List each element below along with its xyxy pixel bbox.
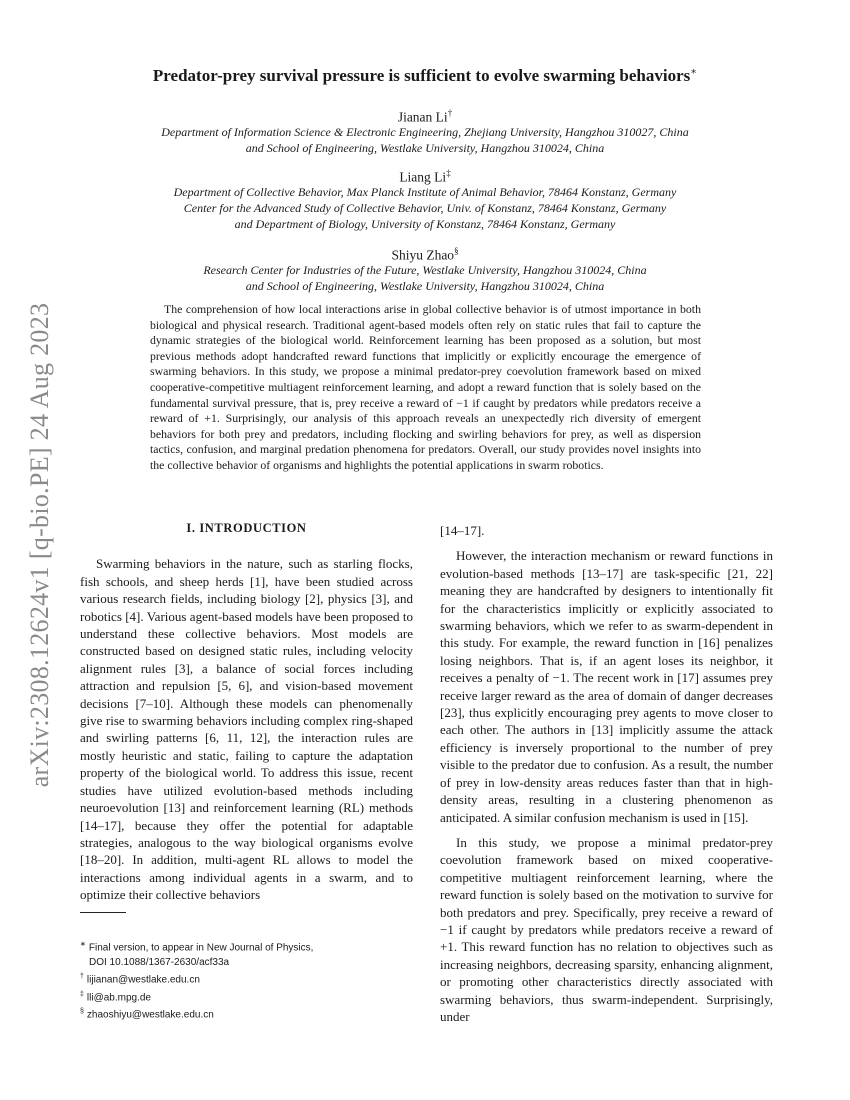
- footnote-mark: ∗: [80, 941, 86, 948]
- footnote: [80, 1005, 400, 1023]
- footnote-email: zhaoshiyu@westlake.edu.cn: [86, 1009, 214, 1021]
- footnote: [80, 970, 400, 988]
- footnote-mark: †: [80, 972, 84, 980]
- affiliation-line: and Department of Biology, University of Konstanz, 78464 Konstanz, Germany: [234, 217, 616, 231]
- footnote-text: DOI 10.1088/1367-2630/acf33a: [89, 956, 230, 968]
- body-paragraph-continuation: [14–17].: [440, 523, 485, 538]
- author-2-name: Liang Li: [399, 169, 447, 185]
- affiliation-line: and School of Engineering, Westlake University, Hangzhou 310024, China: [245, 141, 605, 155]
- body-paragraph: In this study, we propose a minimal predator-prey coevolution framework based on mixed cooperative-competitive multiagent reinforcement learning, where the reward function is solely based on the motivation to survive for both predators and prey. Specifically, prey receive a reward of −1 if caught by predators while predators receive a reward of +1. This reward function has no relation to objectives such as increasing neighbors, decreasing sparsity, enhancing alignment, or promoting other characteristics directly associated with swarming behaviors, thus swarm-independent. Surprisingly, under: [440, 834, 773, 1024]
- author-1-name: Jianan Li: [397, 109, 448, 125]
- body-paragraph: Swarming behaviors in the nature, such as starling flocks, fish schools, and sheep herds [1], have been studied across various research fields, including biology [2], physics [3], and robotics [4]. Various agent-based models have been proposed to understand these collective behaviors. Most models are constructed based on designed static rules, including velocity alignment rules [3], a balance of social forces including attraction and repulsion [5, 6], and vision-based movement decisions [7–10]. Although these models can phenomenally give rise to swarming behaviors including complex ring-shaped and swirling patterns [6, 11, 12], the interaction rules are mostly heuristic and static, failing to capture the adaptation property of the biological world. To address this issue, recent studies have utilized evolution-based methods including neuroevolution [13] and reinforcement learning (RL) methods [14–17], because they offer the potential for adaptable strategies, analogous to the way biological organisms evolve [18–20]. In addition, multi-agent RL allows to model the interactions among individual agents in a swarm, and to optimize their collective behaviors: [80, 556, 413, 903]
- author-2-mark: ‡: [446, 168, 451, 178]
- author-3-name: Shiyu Zhao: [391, 247, 455, 263]
- right-column: [440, 522, 773, 1033]
- author-name: [0, 168, 850, 186]
- affiliation-line: Department of Information Science & Electronic Engineering, Zhejiang University, Hangzhou 310027, China: [161, 125, 689, 139]
- paper-title: [0, 66, 850, 86]
- author-2-affiliation: [100, 184, 750, 232]
- author-name: [0, 246, 850, 264]
- footnote-divider: [80, 912, 126, 913]
- title-text: Predator-prey survival pressure is sufficient to evolve swarming behaviors: [152, 66, 691, 85]
- footnote-mark: ‡: [80, 990, 84, 998]
- author-3-affiliation: [100, 262, 750, 294]
- affiliation-line: Center for the Advanced Study of Collective Behavior, Univ. of Konstanz, 78464 Konstanz, Germany: [183, 201, 667, 215]
- author-1-affiliation: [100, 124, 750, 156]
- affiliation-line: Department of Collective Behavior, Max Planck Institute of Animal Behavior, 78464 Konstanz, Germany: [173, 185, 677, 199]
- abstract: The comprehension of how local interactions arise in global collective behavior is of utmost importance in both biological and physical research. Traditional agent-based models often rely on static rules that fail to capture the dynamic strategies of the biological world. Reinforcement learning has been proposed as a solution, but most previous methods adopt handcrafted reward functions that implicitly or explicitly encourage the emergence of swarming behaviors. In this study, we propose a minimal predator-prey coevolution framework based on mixed cooperative-competitive multiagent reinforcement learning, and adopt a reward function that is solely based on the fundamental survival pressure, that is, prey receive a reward of −1 if caught by predators while predators receive a reward of +1. Surprisingly, our analysis of this approach reveals an unexpectedly rich diversity of emergent behaviors for both prey and predators, including flocking and swirling behaviors for prey, as well as dispersion tactics, confusion, and marginal predation phenomena for predators. Overall, our study provides novel insights into the collective behavior of organisms and highlights the potential applications in swarm robotics.: [150, 302, 701, 472]
- author-1-mark: †: [447, 108, 453, 118]
- affiliation-line: Research Center for Industries of the Future, Westlake University, Hangzhou 310024, China: [203, 263, 647, 277]
- affiliation-line: and School of Engineering, Westlake University, Hangzhou 310024, China: [245, 279, 605, 293]
- footnote-mark: §: [80, 1008, 84, 1016]
- author-name: [0, 108, 850, 126]
- left-column: [80, 520, 413, 912]
- title-footnote-mark: ∗: [690, 66, 698, 78]
- footnotes: [80, 938, 400, 1023]
- author-3-mark: §: [454, 246, 459, 256]
- footnote: [80, 938, 400, 970]
- footnote-text: Final version, to appear in New Journal of Physics,: [88, 942, 314, 954]
- footnote: [80, 988, 400, 1006]
- section-heading: I. INTRODUCTION: [186, 521, 307, 535]
- footnote-email: lijianan@westlake.edu.cn: [86, 974, 200, 986]
- footnote-email: lli@ab.mpg.de: [86, 991, 151, 1003]
- body-paragraph: However, the interaction mechanism or reward functions in evolution-based methods [13–17] are task-specific [21, 22] meaning they are handcrafted by designers to intentionally fit for the characteristics implicitly or explicitly associated to swarming behaviors, which we refer to as swarm-dependent in this study. For example, the reward function in [16] penalizes losing neighbors. That is, if an agent loses its neighbor, it receives a penalty of −1. The recent work in [17] assumes prey receive larger reward as the area of domain of danger decreases [23], thus explicitly encouraging prey agents to move closer to each other. The authors in [13] implicitly assume the attack efficiency is inversely proportional to the number of prey visible to the predator due to confusion. As a result, the number of prey in low-density areas reduces faster than that in high-density areas, resulting in a clustering phenomenon as anticipated. A similar confusion mechanism is used in [15].: [440, 548, 773, 825]
- arxiv-identifier: arXiv:2308.12624v1 [q-bio.PE] 24 Aug 2023: [25, 302, 54, 788]
